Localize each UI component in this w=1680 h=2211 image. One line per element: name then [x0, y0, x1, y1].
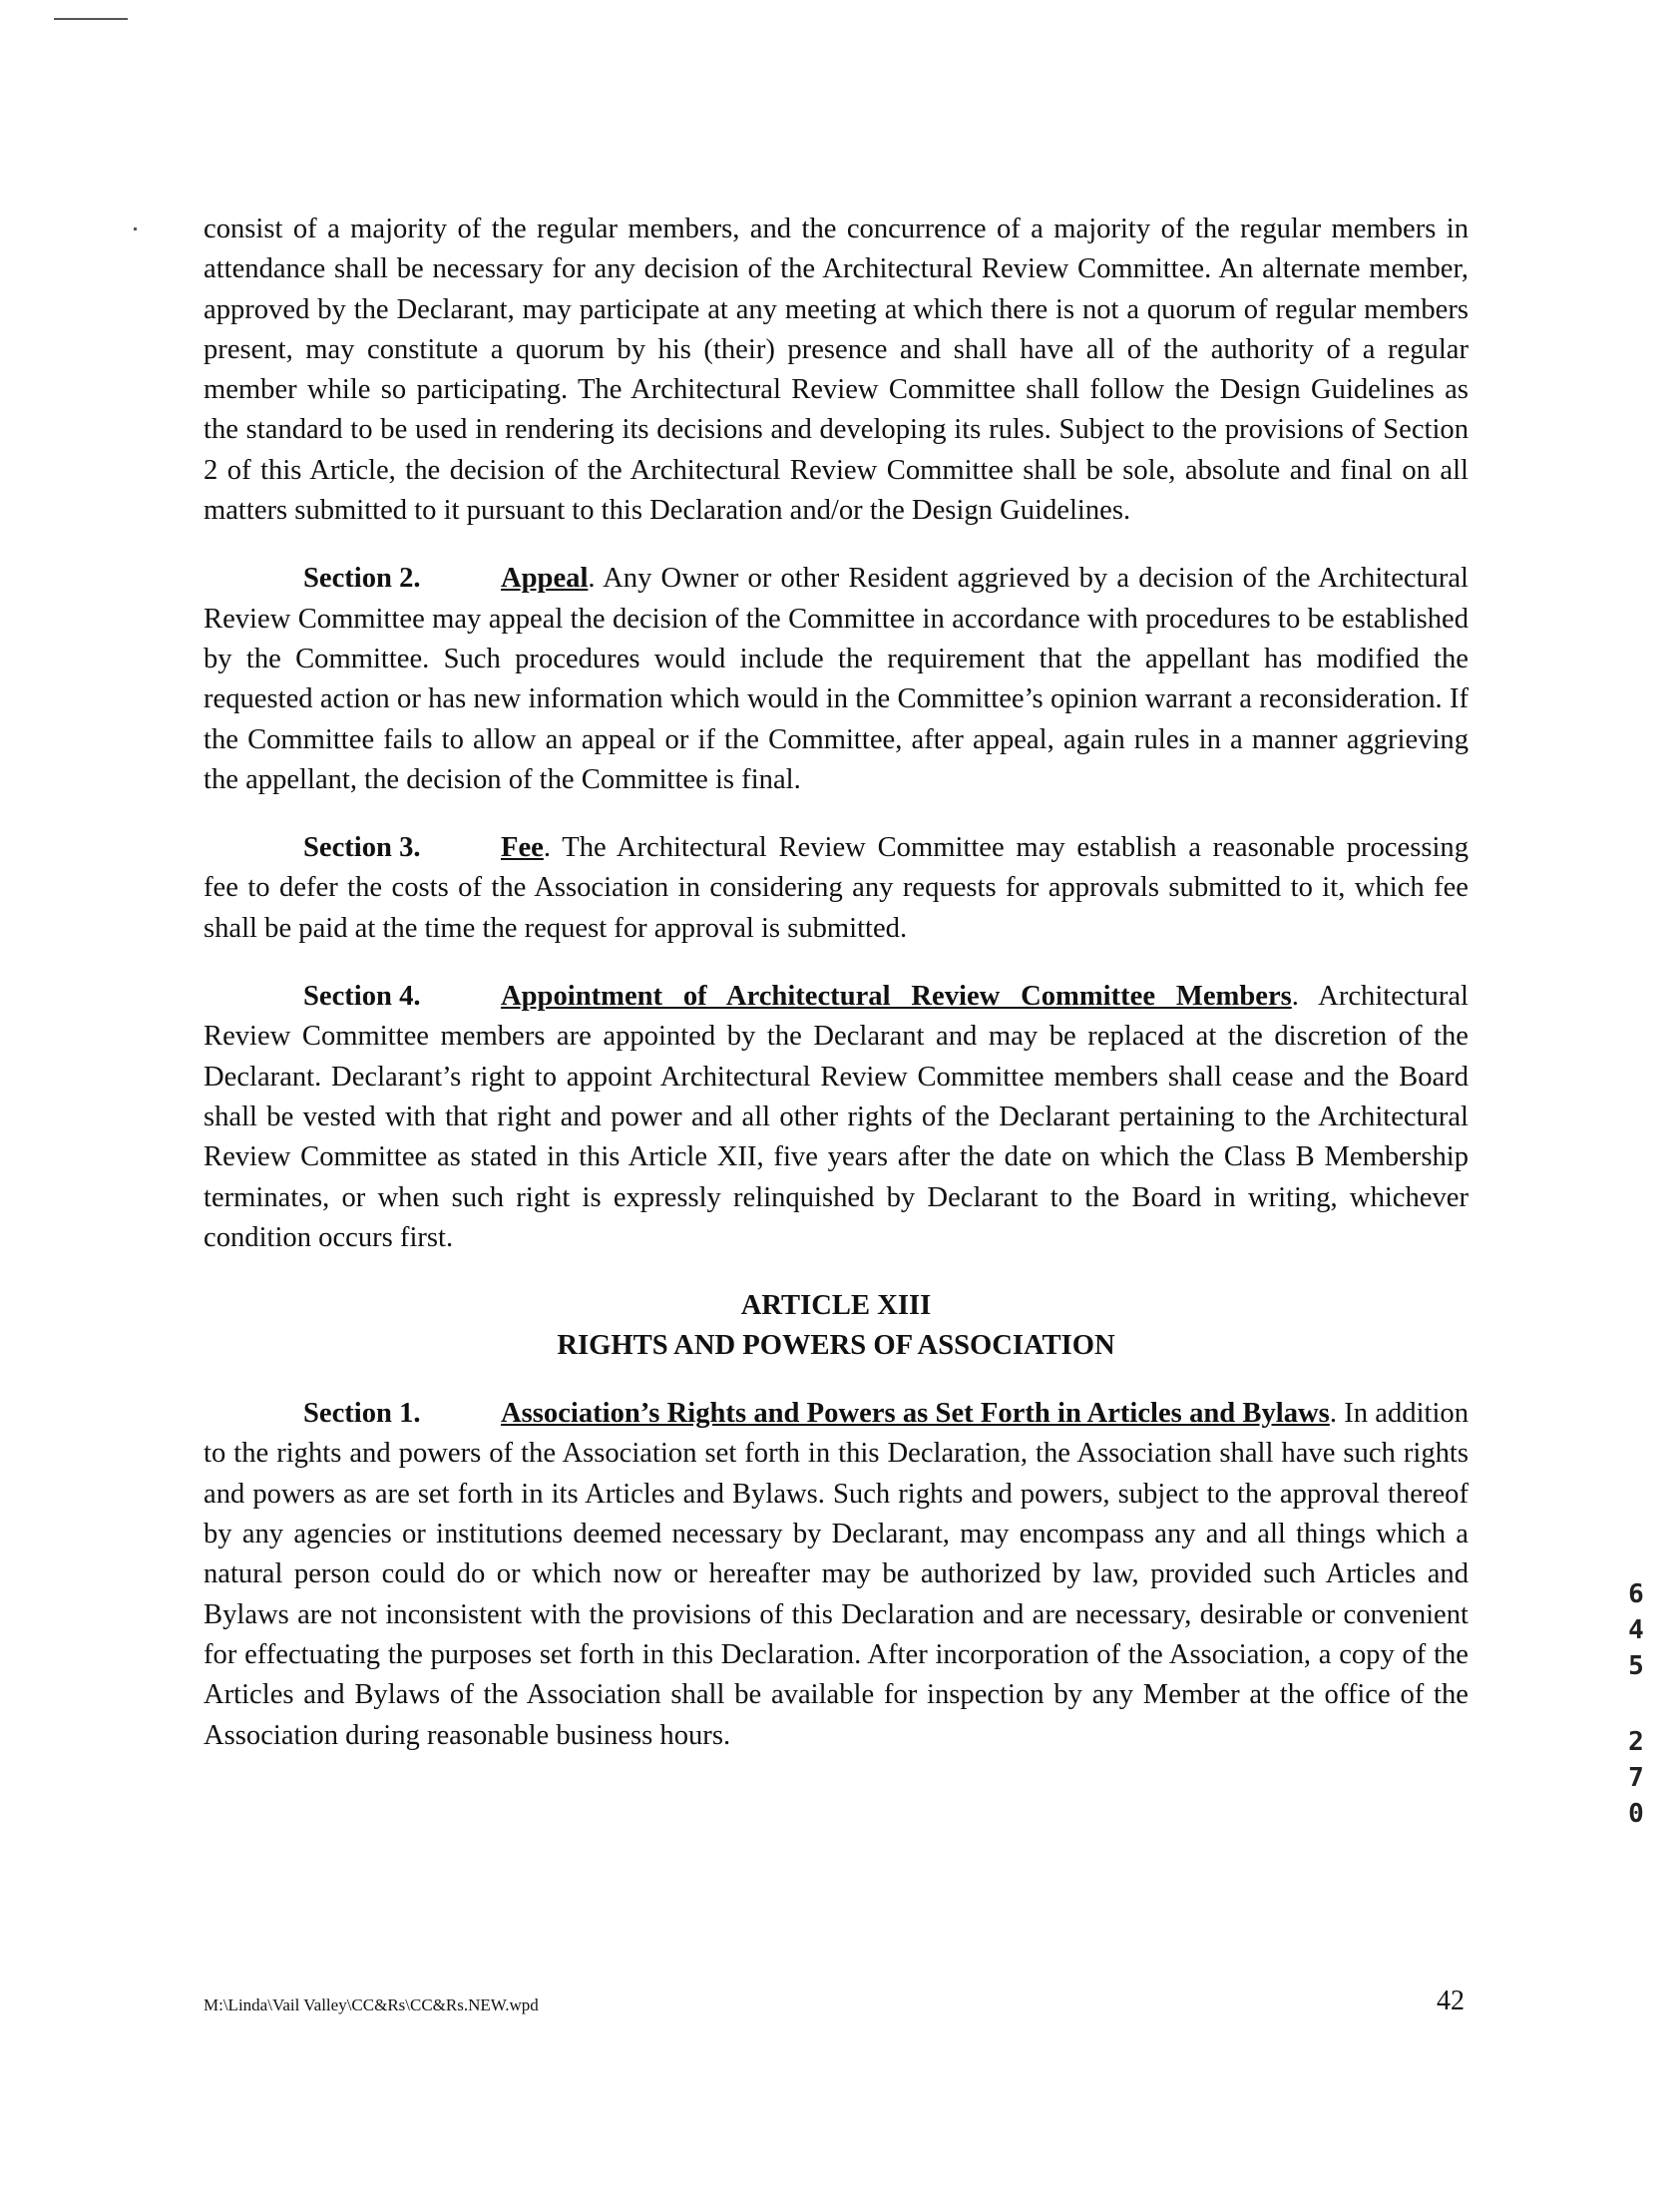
section-2-label: Section 2. [303, 563, 421, 595]
section-4-label: Section 4. [303, 981, 421, 1013]
stamp-digit: 2 [1628, 1727, 1644, 1757]
section-2-body: . Any Owner or other Resident aggrieved by a decision of the Architectural Review Committee may appeal the decision of the Committee in accordance with procedures to be established by the Committee. Such procedures would include the requirement that the appellant has modified the requested action or has new information which would in the Committee’s opinion warrant a reconsideration. If the Committee fails to allow an appeal or if the Committee, after appeal, again rules in a manner aggrieving the appellant, the decision of the Committee is final. [204, 563, 1469, 795]
section-3-paragraph [204, 828, 1469, 949]
side-recording-stamp [1616, 1576, 1656, 1832]
footer-file-path: M:\Linda\Vail Valley\CC&Rs\CC&Rs.NEW.wpd [204, 1995, 539, 2014]
section-3-title: Fee [501, 832, 544, 864]
article-section-1-title: Association’s Rights and Powers as Set Forth in Articles and Bylaws [501, 1398, 1330, 1430]
stamp-digit: 6 [1628, 1579, 1644, 1609]
section-4-title: Appointment of Architectural Review Committee Members [501, 981, 1292, 1013]
article-section-1-paragraph [204, 1394, 1469, 1756]
article-number: ARTICLE XIII [740, 1290, 932, 1322]
article-section-1-label: Section 1. [303, 1398, 421, 1430]
stamp-digit: 5 [1628, 1651, 1644, 1681]
stamp-digit: 4 [1628, 1615, 1644, 1645]
section-3-label: Section 3. [303, 832, 421, 864]
section-2-title: Appeal [501, 563, 589, 595]
opening-paragraph: consist of a majority of the regular members, and the concurrence of a majority of the regular members in attendance shall be necessary for any decision of the Architectural Review Committee. An alternate member, approved by the Declarant, may participate at any meeting at which there is not a quorum of regular members present, may constitute a quorum by his (their) presence and shall have all of the authority of a regular member while so participating. The Architectural Review Committee shall follow the Design Guidelines as the standard to be used in rendering its decisions and developing its rules. Subject to the provisions of Section 2 of this Article, the decision of the Architectural Review Committee shall be sole, absolute and final on all matters submitted to it pursuant to this Declaration and/or the Design Guidelines. [204, 214, 1469, 527]
article-section-1-body: . In addition to the rights and powers of the Association set forth in this Declaration, the Association shall have such rights and powers as are set forth in its Articles and Bylaws. Such rights and powers, subject to the approval thereof by any agencies or institutions deemed necessary by Declarant, may encompass any and all things which a natural person could do or which now or hereafter may be authorized by law, provided such Articles and Bylaws are not inconsistent with the provisions of this Declaration and are necessary, desirable or convenient for effectuating the purposes set forth in this Declaration. After incorporation of the Association, a copy of the Articles and Bylaws of the Association shall be available for inspection by any Member at the office of the Association during reasonable business hours. [204, 1398, 1469, 1751]
section-4-body: . Architectural Review Committee members are appointed by the Declarant and may be replaced at the discretion of the Declarant. Declarant’s right to appoint Architectural Review Committee members shall cease and the Board shall be vested with that right and power and all other rights of the Declarant pertaining to the Architectural Review Committee as stated in this Article XII, five years after the date on which the Class B Membership terminates, or when such right is expressly relinquished by Declarant to the Board in writing, whichever condition occurs first. [204, 981, 1469, 1253]
scan-artifact-dot [134, 227, 137, 230]
page-number: 42 [1437, 1986, 1465, 2016]
stamp-digit: 7 [1628, 1763, 1644, 1793]
section-2-paragraph [204, 559, 1469, 800]
stamp-spacer [1616, 1684, 1656, 1724]
stamp-digit: 0 [1628, 1799, 1644, 1829]
section-4-paragraph [204, 977, 1469, 1258]
section-3-body: . The Architectural Review Committee may establish a reasonable processing fee to defer the costs of the Association in considering any requests for approvals submitted to it, which fee shall be paid at the time the request for approval is submitted. [204, 832, 1469, 944]
article-title: RIGHTS AND POWERS OF ASSOCIATION [557, 1330, 1115, 1362]
scan-artifact-line [54, 18, 128, 20]
document-body [204, 210, 1469, 1756]
